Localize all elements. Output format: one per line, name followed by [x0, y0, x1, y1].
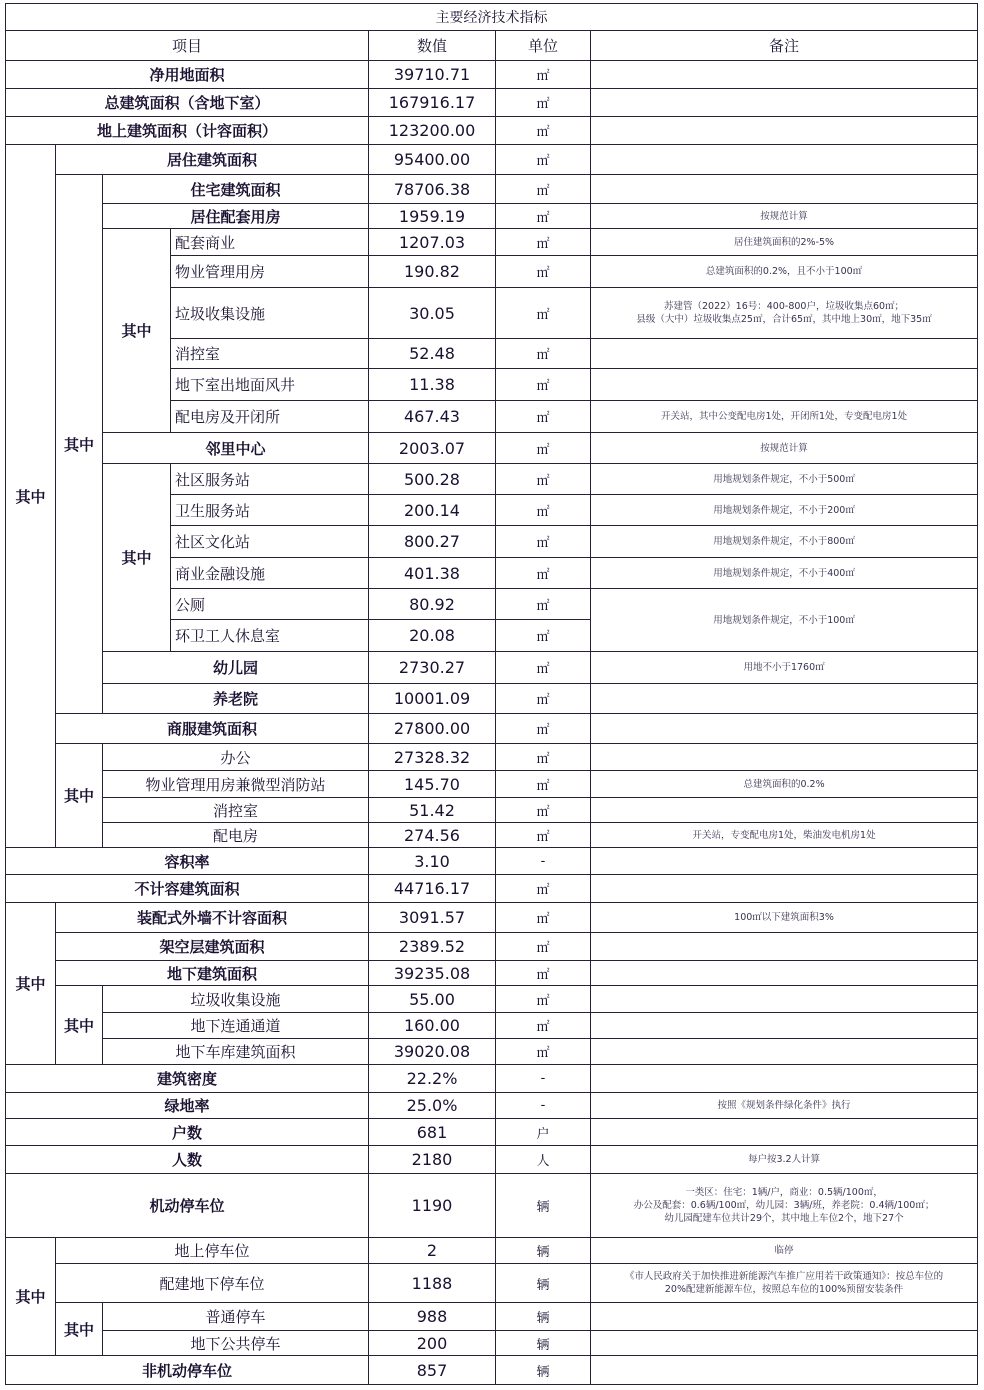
row-remark [591, 875, 978, 903]
row-label: 机动停车位 [6, 1174, 369, 1238]
row-unit: ㎡ [496, 986, 591, 1013]
row-label: 地下连通通道 [103, 1013, 369, 1039]
row-unit: - [496, 1093, 591, 1119]
row-remark [591, 986, 978, 1013]
row-label: 净用地面积 [6, 61, 369, 89]
row-label: 住宅建筑面积 [103, 175, 369, 204]
row-value: 274.56 [369, 823, 496, 848]
group-label: 其中 [103, 229, 171, 433]
row-unit: ㎡ [496, 933, 591, 961]
row-value: 401.38 [369, 558, 496, 589]
row-value: 681 [369, 1119, 496, 1146]
row-value: 1190 [369, 1174, 496, 1238]
row-label: 居住建筑面积 [56, 145, 369, 175]
row-value: 55.00 [369, 986, 496, 1013]
row-value: 27800.00 [369, 714, 496, 744]
row-remark [591, 933, 978, 961]
row-label: 配电房及开闭所 [171, 401, 369, 433]
row-value: 22.2% [369, 1065, 496, 1093]
row-label: 配套商业 [171, 229, 369, 256]
row-remark: 用地规划条件规定，不小于400㎡ [591, 558, 978, 589]
row-unit: ㎡ [496, 903, 591, 933]
group-label: 其中 [56, 1303, 103, 1356]
row-remark [591, 798, 978, 823]
row-label: 绿地率 [6, 1093, 369, 1119]
row-value: 2730.27 [369, 652, 496, 684]
row-value: 2003.07 [369, 433, 496, 464]
row-remark: 按规范计算 [591, 433, 978, 464]
row-remark [591, 1264, 978, 1303]
row-unit: ㎡ [496, 339, 591, 369]
row-remark: 开关站，其中公变配电房1处，开闭所1处，专变配电房1处 [591, 401, 978, 433]
row-remark: 总建筑面积的0.2% [591, 771, 978, 798]
row-label: 邻里中心 [103, 433, 369, 464]
row-value: 2 [369, 1238, 496, 1264]
header-value: 数值 [369, 31, 496, 61]
row-label: 幼儿园 [103, 652, 369, 684]
remark-line: 苏建管（2022）16号：400-800户，垃圾收集点60㎡； [664, 301, 905, 312]
row-label: 商服建筑面积 [56, 714, 369, 744]
row-unit: 辆 [496, 1331, 591, 1356]
row-label: 卫生服务站 [171, 495, 369, 526]
table-title: 主要经济技术指标 [6, 4, 978, 31]
row-remark [591, 1331, 978, 1356]
row-remark: 100㎡以下建筑面积3% [591, 903, 978, 933]
header-item: 项目 [6, 31, 369, 61]
row-label: 社区文化站 [171, 526, 369, 558]
row-remark [591, 89, 978, 117]
group-label: 其中 [56, 744, 103, 848]
row-remark: 用地不小于1760㎡ [591, 652, 978, 684]
row-unit: - [496, 1065, 591, 1093]
row-label: 配电房 [103, 823, 369, 848]
row-label: 非机动停车位 [6, 1356, 369, 1385]
row-label: 配建地下停车位 [56, 1264, 369, 1303]
row-remark: 用地规划条件规定，不小于100㎡ [591, 589, 978, 652]
row-value: 3.10 [369, 848, 496, 875]
row-label: 总建筑面积（含地下室） [6, 89, 369, 117]
row-value: 80.92 [369, 589, 496, 620]
row-remark: 每户按3.2人计算 [591, 1146, 978, 1174]
row-unit: ㎡ [496, 526, 591, 558]
row-label: 办公 [103, 744, 369, 771]
row-remark: 用地规划条件规定，不小于200㎡ [591, 495, 978, 526]
row-label: 地上建筑面积（计容面积） [6, 117, 369, 145]
row-unit: ㎡ [496, 652, 591, 684]
row-label: 地下公共停车 [103, 1331, 369, 1356]
row-unit: ㎡ [496, 495, 591, 526]
row-label: 建筑密度 [6, 1065, 369, 1093]
remark-line: 县级（大中）垃圾收集点25㎡，合计65㎡，其中地上30㎡，地下35㎡ [636, 314, 932, 325]
row-value: 190.82 [369, 256, 496, 288]
row-label: 垃圾收集设施 [171, 288, 369, 339]
row-label: 垃圾收集设施 [103, 986, 369, 1013]
row-label: 环卫工人休息室 [171, 620, 369, 652]
row-value: 1188 [369, 1264, 496, 1303]
row-label: 人数 [6, 1146, 369, 1174]
row-unit: 辆 [496, 1303, 591, 1331]
row-remark [591, 369, 978, 401]
remark-line: 《市人民政府关于加快推进新能源汽车推广应用若干政策通知》：按总车位的 [624, 1271, 944, 1282]
row-unit: ㎡ [496, 117, 591, 145]
row-unit: ㎡ [496, 175, 591, 204]
row-label: 养老院 [103, 684, 369, 714]
row-value: 2180 [369, 1146, 496, 1174]
row-label: 架空层建筑面积 [56, 933, 369, 961]
row-value: 39710.71 [369, 61, 496, 89]
row-unit: ㎡ [496, 61, 591, 89]
row-unit: ㎡ [496, 229, 591, 256]
row-unit: ㎡ [496, 823, 591, 848]
row-unit: ㎡ [496, 369, 591, 401]
row-label: 装配式外墙不计容面积 [56, 903, 369, 933]
row-unit: ㎡ [496, 89, 591, 117]
group-label: 其中 [6, 903, 56, 1065]
row-value: 39235.08 [369, 961, 496, 986]
row-label: 消控室 [171, 339, 369, 369]
row-value: 2389.52 [369, 933, 496, 961]
row-unit: ㎡ [496, 620, 591, 652]
row-label: 地下建筑面积 [56, 961, 369, 986]
row-value: 1207.03 [369, 229, 496, 256]
row-remark [591, 175, 978, 204]
group-label: 其中 [6, 1238, 56, 1356]
row-unit: 辆 [496, 1238, 591, 1264]
row-remark [591, 117, 978, 145]
row-label: 公厕 [171, 589, 369, 620]
header-unit: 单位 [496, 31, 591, 61]
row-value: 467.43 [369, 401, 496, 433]
row-remark [591, 1039, 978, 1065]
row-remark [591, 145, 978, 175]
row-label: 地上停车位 [56, 1238, 369, 1264]
row-value: 145.70 [369, 771, 496, 798]
row-label: 户数 [6, 1119, 369, 1146]
row-value: 78706.38 [369, 175, 496, 204]
row-remark [591, 1303, 978, 1331]
row-unit: ㎡ [496, 464, 591, 495]
remark-line: 办公及配套：0.6辆/100㎡，幼儿园：3辆/班，养老院：0.4辆/100㎡； [633, 1200, 935, 1211]
row-unit: ㎡ [496, 589, 591, 620]
row-remark [591, 714, 978, 744]
row-remark [591, 339, 978, 369]
row-remark [591, 1174, 978, 1238]
row-unit: ㎡ [496, 714, 591, 744]
row-value: 200 [369, 1331, 496, 1356]
row-label: 物业管理用房 [171, 256, 369, 288]
row-remark [591, 744, 978, 771]
row-remark [591, 288, 978, 339]
row-remark: 开关站，专变配电房1处，柴油发电机房1处 [591, 823, 978, 848]
row-unit: ㎡ [496, 204, 591, 229]
row-unit: ㎡ [496, 744, 591, 771]
row-label: 地下室出地面风井 [171, 369, 369, 401]
row-unit: ㎡ [496, 145, 591, 175]
row-value: 1959.19 [369, 204, 496, 229]
row-unit: 户 [496, 1119, 591, 1146]
row-label: 物业管理用房兼微型消防站 [103, 771, 369, 798]
row-value: 11.38 [369, 369, 496, 401]
row-remark [591, 1119, 978, 1146]
row-unit: 人 [496, 1146, 591, 1174]
row-unit: 辆 [496, 1356, 591, 1385]
row-remark: 按照《规划条件绿化条件》执行 [591, 1093, 978, 1119]
row-unit: ㎡ [496, 771, 591, 798]
row-value: 800.27 [369, 526, 496, 558]
row-label: 地下车库建筑面积 [103, 1039, 369, 1065]
remark-line: 一类区：住宅：1辆/户，商业：0.5辆/100㎡， [685, 1187, 883, 1198]
row-remark: 用地规划条件规定，不小于500㎡ [591, 464, 978, 495]
row-unit: ㎡ [496, 1039, 591, 1065]
row-remark: 按规范计算 [591, 204, 978, 229]
row-remark [591, 1356, 978, 1385]
row-value: 95400.00 [369, 145, 496, 175]
row-unit: ㎡ [496, 558, 591, 589]
row-label: 消控室 [103, 798, 369, 823]
group-label: 其中 [6, 145, 56, 848]
row-unit: ㎡ [496, 288, 591, 339]
row-value: 20.08 [369, 620, 496, 652]
row-label: 容积率 [6, 848, 369, 875]
row-label: 普通停车 [103, 1303, 369, 1331]
row-label: 居住配套用房 [103, 204, 369, 229]
row-unit: 辆 [496, 1264, 591, 1303]
group-label: 其中 [56, 175, 103, 714]
row-value: 123200.00 [369, 117, 496, 145]
group-label: 其中 [56, 986, 103, 1065]
row-value: 167916.17 [369, 89, 496, 117]
row-remark [591, 961, 978, 986]
row-unit: - [496, 848, 591, 875]
row-unit: ㎡ [496, 1013, 591, 1039]
row-value: 988 [369, 1303, 496, 1331]
row-unit: ㎡ [496, 684, 591, 714]
row-value: 30.05 [369, 288, 496, 339]
row-unit: ㎡ [496, 875, 591, 903]
row-value: 10001.09 [369, 684, 496, 714]
row-value: 51.42 [369, 798, 496, 823]
row-remark [591, 1065, 978, 1093]
row-remark [591, 684, 978, 714]
row-remark: 用地规划条件规定，不小于800㎡ [591, 526, 978, 558]
row-unit: ㎡ [496, 961, 591, 986]
remark-line: 20%配建新能源车位，按照总车位的100%预留安装条件 [664, 1284, 904, 1295]
row-unit: ㎡ [496, 433, 591, 464]
row-label: 不计容建筑面积 [6, 875, 369, 903]
row-value: 3091.57 [369, 903, 496, 933]
row-remark: 居住建筑面积的2%-5% [591, 229, 978, 256]
economic-indicators-table [5, 3, 978, 1385]
row-value: 52.48 [369, 339, 496, 369]
row-remark: 临停 [591, 1238, 978, 1264]
row-unit: ㎡ [496, 401, 591, 433]
row-value: 857 [369, 1356, 496, 1385]
row-value: 200.14 [369, 495, 496, 526]
row-unit: ㎡ [496, 798, 591, 823]
row-label: 社区服务站 [171, 464, 369, 495]
row-value: 160.00 [369, 1013, 496, 1039]
row-remark [591, 61, 978, 89]
row-remark [591, 1013, 978, 1039]
row-value: 500.28 [369, 464, 496, 495]
row-unit: ㎡ [496, 256, 591, 288]
header-remark: 备注 [591, 31, 978, 61]
row-value: 25.0% [369, 1093, 496, 1119]
row-remark: 总建筑面积的0.2%，且不小于100㎡ [591, 256, 978, 288]
row-value: 27328.32 [369, 744, 496, 771]
group-label: 其中 [103, 464, 171, 652]
row-unit: 辆 [496, 1174, 591, 1238]
row-value: 44716.17 [369, 875, 496, 903]
row-remark [591, 848, 978, 875]
remark-line: 幼儿园配建车位共计29个，其中地上车位2个，地下27个 [664, 1213, 904, 1224]
row-label: 商业金融设施 [171, 558, 369, 589]
row-value: 39020.08 [369, 1039, 496, 1065]
